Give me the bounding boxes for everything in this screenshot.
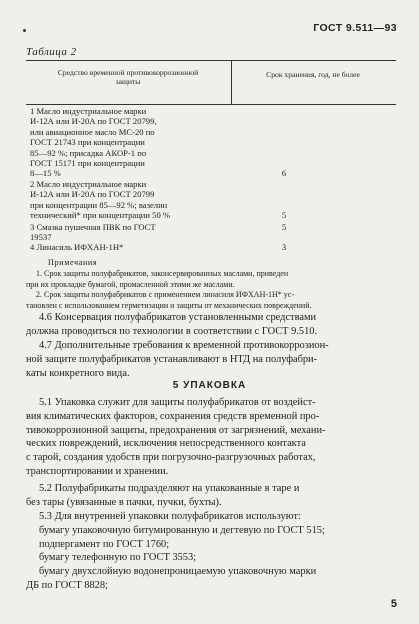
- standard-header: ГОСТ 9.511—93: [313, 22, 397, 34]
- table-row-4-text: 4 Линасиль ИФХАН-1Н*: [30, 242, 124, 252]
- table-title: Таблица 2: [26, 46, 77, 58]
- margin-dot: [23, 29, 26, 32]
- table-row-3-text: 3 Смазка пушечная ПВК по ГОСТ 19537: [30, 222, 156, 243]
- paragraph-5-3: 5.3 Для внутренней упаковки полуфабрикатов используют: бумагу упаковочную битумированную и дегтевую по ГОСТ 515; подпергамент по ГОСТ 1760; бумагу телефонную по ГОСТ 3553; бумагу двухслойную водонепроницаемую упаковочную марки ДБ по ГОСТ 8828;: [26, 511, 325, 591]
- table-row-2-years: 5: [281, 210, 287, 220]
- table-row-4-years: 3: [281, 242, 287, 252]
- notes-title: Примечания: [48, 258, 98, 267]
- paragraph-4-6: 4.6 Консервация полуфабрикатов установленными средствами должна проводиться по технологии в соответствии с ГОСТ 9.510.: [26, 312, 318, 337]
- table-row-2-text: 2 Масло индустриальное марки И-12А или И-20А по ГОСТ 20799 при концентрации 85—92 %; вазелин технический* при концентрации 50 %: [30, 179, 171, 221]
- table-row-1-years: 6: [281, 168, 287, 178]
- table-col-protection-header: [27, 68, 229, 86]
- table-col-protection-label: Средство временной противокоррозионной защиты: [57, 68, 199, 86]
- table-row-1-text: 1 Масло индустриальное марки И-12А или И-20А по ГОСТ 20799, или авиационное масло МС-20 по ГОСТ 21743 при концентрации 85—92 %; присадка АКОР-1 по ГОСТ 15171 при концентрации 8—15 %: [30, 106, 157, 179]
- table-col-storage-header: Срок хранения, год, не более: [266, 70, 360, 79]
- paragraph-5-1: 5.1 Упаковка служит для защиты полуфабрикатов от воздейст- вия климатических факторов, сохранения средств временной про- тивокоррозионной защиты, предохранения от загрязнений, механи- ческих повреждений, исключения непосредственного контакта с тарой, создания удобств при погрузочно-разгрузочных работах, транспортировании и хранении.: [26, 397, 326, 477]
- paragraph-4-7: 4.7 Дополнительные требования к временной противокоррозион- ной защите полуфабрикатов устанавливают в НТД на полуфабри- каты конкретного вида.: [26, 340, 329, 379]
- paragraph-5-2: 5.2 Полуфабрикаты подразделяют на упакованные в таре и без тары (увязанные в пачки, пучки, бухты).: [26, 483, 300, 508]
- table-row-3-years: 5: [281, 222, 287, 232]
- table-notes: 1. Срок защиты полуфабрикатов, законсервированных маслами, приведен при их прокладке бумагой, промасленной этими же маслами. 2. Срок защиты полуфабрикатов с применением линасиля ИФХАН-1Н* ус- тановлен с использованием герметизации и защиты от механических повреждений.: [26, 269, 312, 310]
- page-number: 5: [390, 598, 397, 610]
- section-title-packaging: 5 УПАКОВКА: [172, 380, 247, 391]
- table-column-divider: [231, 61, 232, 104]
